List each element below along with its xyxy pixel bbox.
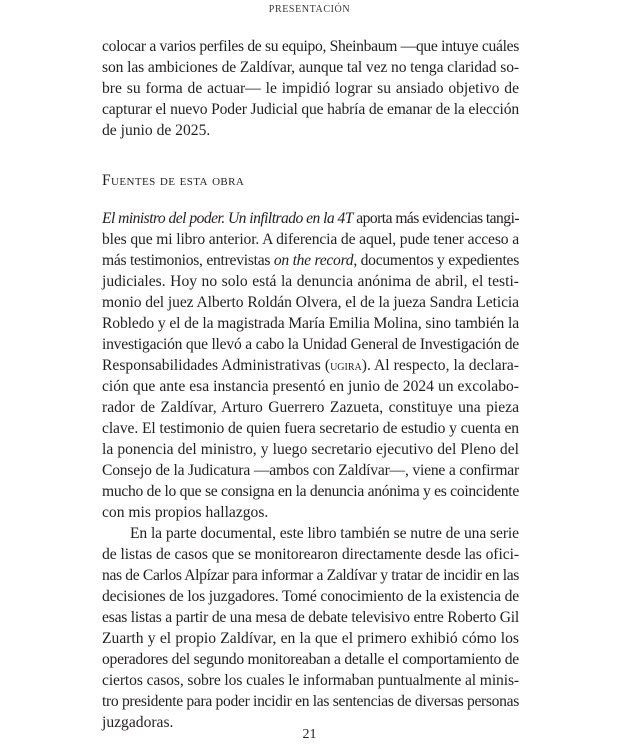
text-line <box>102 250 519 271</box>
text-fragment: ). Al respecto, la declara- <box>361 357 519 374</box>
text-fragment: más testimonios, entrevistas <box>102 252 274 269</box>
text-line: investigación que llevó a cabo la Unidad General de Investigación de <box>102 336 519 353</box>
text-line: bre su forma de actuar— le impidió lograr su ansiado objetivo de <box>102 80 519 97</box>
text-line: En la parte documental, este libro también se nutre de una serie <box>130 525 519 542</box>
page-number: 21 <box>302 727 317 742</box>
continued-paragraph <box>102 36 519 141</box>
text-line: mucho de lo que se consigna en la denuncia anónima y es coincidente <box>102 483 519 500</box>
text-line: colocar a varios perfiles de su equipo, Sheinbaum —que intuye cuáles <box>102 38 519 55</box>
paragraph-sources <box>102 208 519 523</box>
paragraph-documental <box>102 523 519 733</box>
text-line: esas listas a partir de una mesa de debate televisivo entre Roberto Gil <box>102 609 519 626</box>
text-line: con mis propios hallazgos. <box>102 504 269 521</box>
text-line: la ponencia del ministro, y luego secretario ejecutivo del Pleno del <box>102 441 519 458</box>
text-fragment: aporta más evidencias tangi- <box>352 210 520 227</box>
italic-phrase: on the record <box>273 252 354 269</box>
section-heading: Fuentes de esta obra <box>102 172 245 189</box>
text-line: juzgadoras. <box>102 714 174 731</box>
text-line: operadores del segundo monitoreaban a detalle el comportamiento de <box>102 651 519 668</box>
text-line: capturar el nuevo Poder Judicial que habría de emanar de la elección <box>102 101 519 118</box>
text-line: ciertos casos, sobre los cuales le informaban puntualmente al minis- <box>102 672 519 689</box>
text-line: nas de Carlos Alpízar para informar a Zaldívar y tratar de incidir en las <box>102 567 519 584</box>
text-line <box>102 355 519 376</box>
running-head: PRESENTACIÓN <box>268 4 351 15</box>
text-line: Zuarth y el propio Zaldívar, en la que el primero exhibió cómo los <box>102 630 519 647</box>
text-line: Consejo de la Judicatura —ambos con Zaldívar—, viene a confirmar <box>102 462 519 479</box>
text-line: decisiones de los juzgadores. Tomé conocimiento de la existencia de <box>102 588 520 605</box>
text-line: monio del juez Alberto Roldán Olvera, el de la jueza Sandra Leticia <box>102 294 519 311</box>
text-line: clave. El testimonio de quien fuera secretario de estudio y cuenta en <box>102 420 519 437</box>
text-line: de listas de casos que se monitorearon directamente desde las ofici- <box>102 546 519 563</box>
text-line: rador de Zaldívar, Arturo Guerrero Zazueta, constituye una pieza <box>102 399 519 416</box>
text-fragment: Responsabilidades Administrativas ( <box>102 357 331 374</box>
text-line: de junio de 2025. <box>102 122 211 139</box>
text-line: Robledo y el de la magistrada María Emilia Molina, sino también la <box>102 315 519 332</box>
book-title: El ministro del poder. Un infiltrado en la 4T <box>102 210 353 227</box>
text-line: son las ambiciones de Zaldívar, aunque tal vez no tenga claridad so- <box>102 59 519 76</box>
text-line: tro presidente para poder incidir en las sentencias de diversas personas <box>102 693 519 710</box>
text-line <box>102 208 519 229</box>
acronym: ugira <box>330 358 362 374</box>
text-line: judiciales. Hoy no solo está la denuncia anónima de abril, el testi- <box>102 273 519 290</box>
text-line: bles que mi libro anterior. A diferencia de aquel, pude tener acceso a <box>102 231 519 248</box>
text-line: ción que ante esa instancia presentó en junio de 2024 un excolabo- <box>102 378 519 395</box>
text-fragment: , documentos y expedientes <box>353 252 520 269</box>
